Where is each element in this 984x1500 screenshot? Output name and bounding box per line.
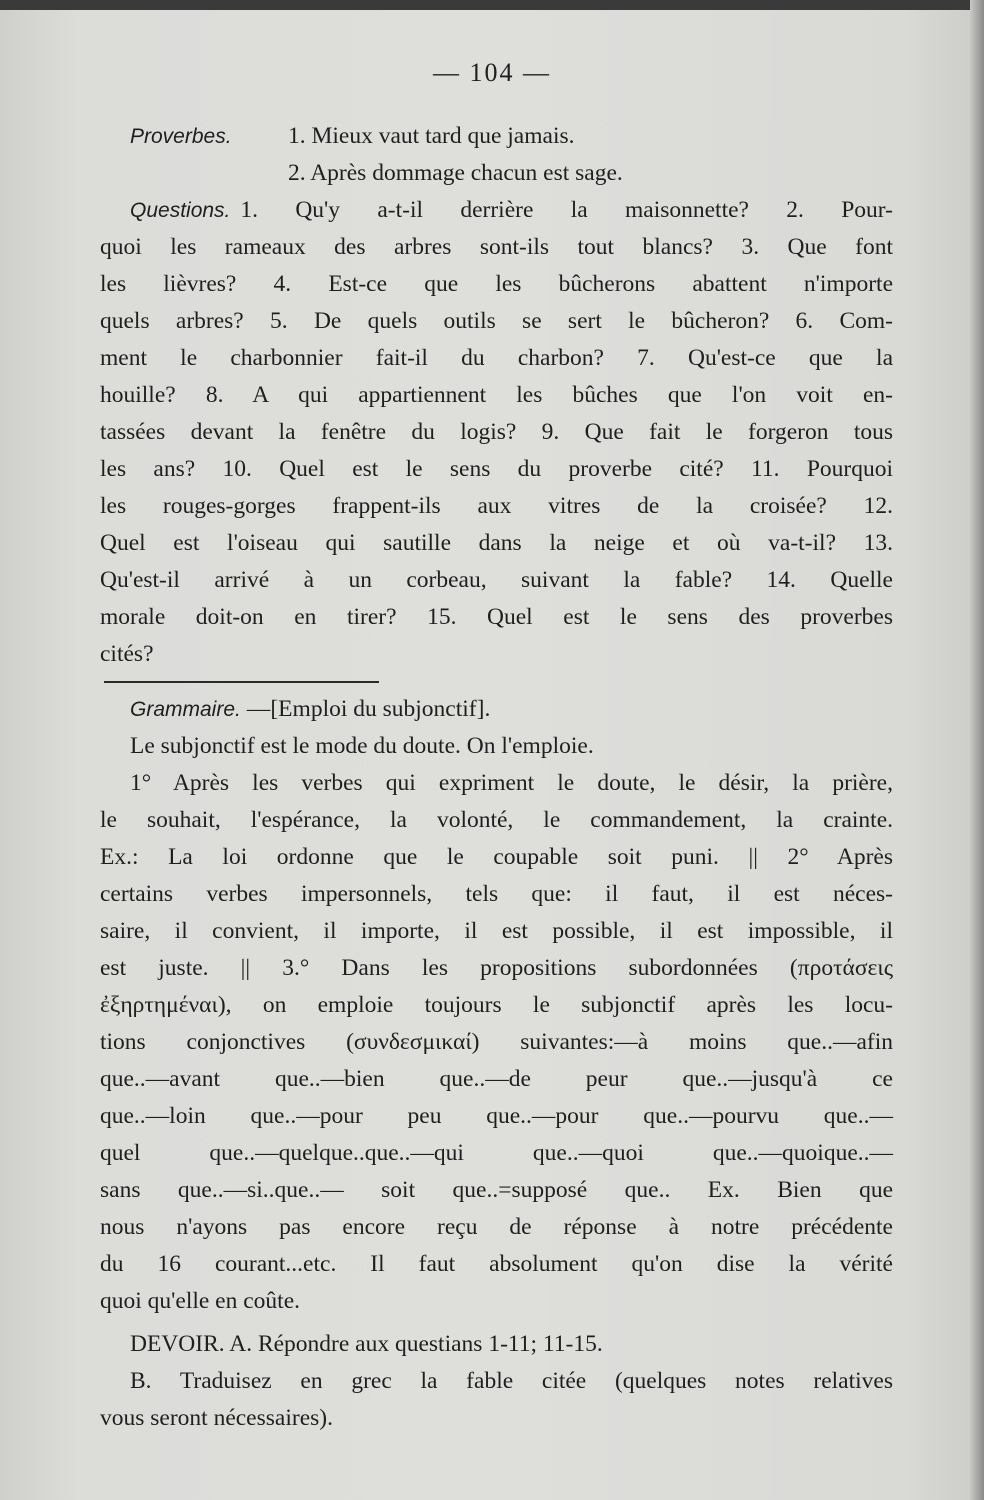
devoir-line-2 <box>100 1400 893 1437</box>
grammar-line-4 <box>100 876 893 913</box>
proverbs-line-1 <box>100 118 893 155</box>
questions-line-7 <box>100 451 893 488</box>
question-text-line: les ans? 10. Quel est le sens du proverbe cité? 11. Pourquoi <box>100 456 893 482</box>
question-text-line: Qu'est-il arrivé à un corbeau, suivant la fable? 14. Quelle <box>100 567 893 593</box>
questions-line-6 <box>100 414 893 451</box>
grammar-line-0 <box>100 728 893 765</box>
question-text-line: houille? 8. A qui appartiennent les bûches que l'on voit en- <box>100 382 893 408</box>
questions-line-2 <box>100 266 893 303</box>
question-text-line: morale doit-on en tirer? 15. Quel est le sens des proverbes <box>100 604 893 630</box>
grammar-text-line: sans que..—si..que..— soit que..=supposé que.. Ex. Bien que <box>100 1177 893 1203</box>
grammar-line-13 <box>100 1209 893 1246</box>
grammar-line-11 <box>100 1135 893 1172</box>
grammar-text-line: quoi qu'elle en coûte. <box>100 1288 301 1314</box>
questions-line-11 <box>100 599 893 636</box>
grammar-line-14 <box>100 1246 893 1283</box>
questions-line-5 <box>100 377 893 414</box>
scan-right-edge <box>970 0 984 1500</box>
grammar-line-12 <box>100 1172 893 1209</box>
proverbs-line-2 <box>100 155 893 192</box>
questions-line-1 <box>100 229 893 266</box>
grammar-text-line: est juste. || 3.° Dans les propositions subordonnées (προτάσεις <box>100 955 893 981</box>
grammar-text-line: du 16 courant...etc. Il faut absolument qu'on dise la vérité <box>100 1251 893 1277</box>
proverb-2: 2. Après dommage chacun est sage. <box>288 160 623 186</box>
grammar-heading <box>100 691 893 728</box>
questions-line-3 <box>100 303 893 340</box>
scan-top-border <box>0 0 984 10</box>
questions-label: Questions. <box>130 199 231 222</box>
grammar-line-3 <box>100 839 893 876</box>
grammar-text-line: Le subjonctif est le mode du doute. On l'emploie. <box>130 733 594 759</box>
questions-line-9 <box>100 525 893 562</box>
questions-line-8 <box>100 488 893 525</box>
grammar-line-7 <box>100 987 893 1024</box>
question-text-line: les rouges-gorges frappent-ils aux vitres de la croisée? 12. <box>100 493 893 519</box>
questions-line-12 <box>100 636 893 673</box>
questions-line-10 <box>100 562 893 599</box>
grammar-text-line: quel que..—quelque..que..—qui que..—quoi que..—quoique..— <box>100 1140 893 1166</box>
grammar-title: —[Emploi du subjonctif]. <box>246 696 491 722</box>
questions-line-4 <box>100 340 893 377</box>
devoir-text-line: vous seront nécessaires). <box>100 1405 333 1431</box>
grammar-text-line: 1° Après les verbes qui expriment le doute, le désir, la prière, <box>130 770 893 796</box>
devoir-line-1 <box>100 1363 893 1400</box>
question-text-line: quoi les rameaux des arbres sont-ils tout blancs? 3. Que font <box>100 234 893 260</box>
grammar-text-line: tions conjonctives (συνδεσμικαί) suivantes:—à moins que..—afin <box>100 1029 893 1055</box>
grammar-text-line: ἐξηρτημέναι), on emploie toujours le subjonctif après les locu- <box>100 992 893 1018</box>
proverbs-label: Proverbes. <box>130 125 232 148</box>
proverb-1: 1. Mieux vaut tard que jamais. <box>288 123 575 149</box>
grammar-text-line: certains verbes impersonnels, tels que: il faut, il est néces- <box>100 881 893 907</box>
question-text-line: quels arbres? 5. De quels outils se sert le bûcheron? 6. Com- <box>100 308 893 334</box>
grammar-line-10 <box>100 1098 893 1135</box>
question-text-line: cités? <box>100 641 154 667</box>
grammar-line-6 <box>100 950 893 987</box>
question-text-line: 1. Qu'y a-t-il derrière la maisonnette? 2. Pour- <box>240 197 893 223</box>
grammar-line-5 <box>100 913 893 950</box>
grammar-text-line: que..—avant que..—bien que..—de peur que..—jusqu'à ce <box>100 1066 893 1092</box>
grammar-line-2 <box>100 802 893 839</box>
page-number: — 104 — <box>433 58 551 87</box>
question-text-line: tassées devant la fenêtre du logis? 9. Que fait le forgeron tous <box>100 419 893 445</box>
grammar-label: Grammaire. <box>130 698 241 721</box>
grammar-line-8 <box>100 1024 893 1061</box>
grammar-line-15 <box>100 1283 893 1320</box>
grammar-text-line: Ex.: La loi ordonne que le coupable soit puni. || 2° Après <box>100 844 893 870</box>
devoir-line-0 <box>100 1326 893 1363</box>
questions-line-0 <box>100 192 893 229</box>
grammar-text-line: le souhait, l'espérance, la volonté, le commandement, la crainte. <box>100 807 893 833</box>
question-text-line: ment le charbonnier fait-il du charbon? 7. Qu'est-ce que la <box>100 345 893 371</box>
grammar-line-9 <box>100 1061 893 1098</box>
page-text <box>100 118 893 1437</box>
grammar-text-line: saire, il convient, il importe, il est possible, il est impossible, il <box>100 918 893 944</box>
grammar-text-line: nous n'ayons pas encore reçu de réponse à notre précédente <box>100 1214 893 1240</box>
devoir-text-line: B. Traduisez en grec la fable citée (quelques notes relatives <box>130 1368 893 1394</box>
question-text-line: les lièvres? 4. Est-ce que les bûcherons abattent n'importe <box>100 271 893 297</box>
grammar-line-1 <box>100 765 893 802</box>
grammar-text-line: que..—loin que..—pour peu que..—pour que..—pourvu que..— <box>100 1103 893 1129</box>
question-text-line: Quel est l'oiseau qui sautille dans la neige et où va-t-il? 13. <box>100 530 893 556</box>
devoir-text-line: DEVOIR. A. Répondre aux questians 1-11; 11-15. <box>130 1331 603 1357</box>
section-divider <box>104 681 379 683</box>
